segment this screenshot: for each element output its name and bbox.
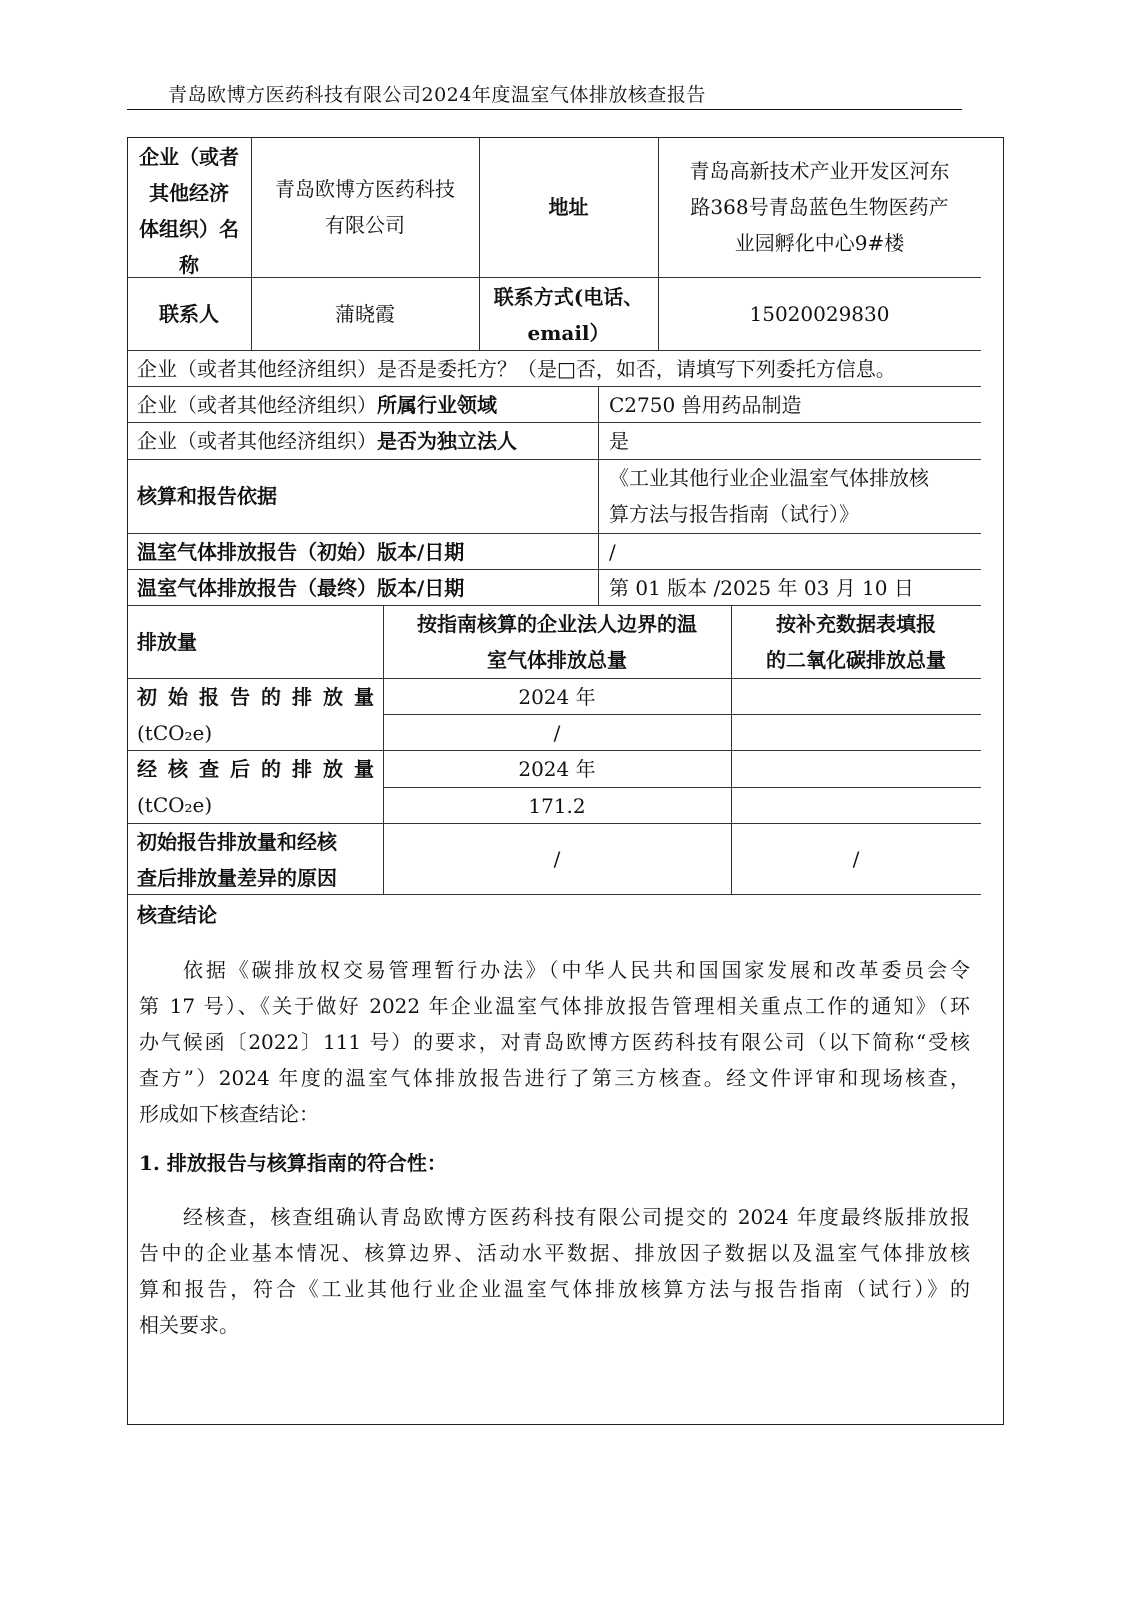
legal-person-value: 是	[609, 429, 629, 453]
page-header: 青岛欧博方医药科技有限公司2024年度温室气体排放核查报告	[168, 84, 706, 106]
initial-emissions-label: 初始报告的排放量 (tCO₂e)	[137, 685, 374, 745]
difference-reason-value-2: /	[852, 847, 860, 871]
name-label: 企业（或者 其他经济 体组织）名 称	[139, 145, 239, 277]
contact-method-label: 联系方式(电话、 email）	[493, 285, 644, 345]
contact-label: 联系人	[159, 302, 219, 326]
verified-emissions-year: 2024 年	[518, 757, 596, 781]
verified-emissions-label: 经核查后的排放量 (tCO₂e)	[137, 757, 374, 817]
initial-emissions-value: /	[553, 721, 561, 745]
table-rule	[127, 277, 981, 278]
difference-reason-label: 初始报告排放量和经核 查后排放量差异的原因	[137, 830, 337, 890]
emissions-col2-header: 按补充数据表填报 的二氧化碳排放总量	[766, 612, 946, 672]
section-1-title: 1. 排放报告与核算指南的符合性：	[139, 1151, 447, 1175]
contact-method-value: 15020029830	[749, 302, 890, 326]
name-value: 青岛欧博方医药科技 有限公司	[275, 177, 455, 237]
emissions-label: 排放量	[137, 630, 197, 654]
industry-value: C2750 兽用药品制造	[609, 393, 802, 417]
legal-person-label: 企业（或者其他经济组织）是否为独立法人	[137, 429, 517, 453]
initial-version-value: /	[609, 540, 616, 564]
conclusion-title: 核查结论	[137, 903, 217, 927]
initial-version-label: 温室气体排放报告（初始）版本/日期	[137, 540, 465, 564]
industry-label: 企业（或者其他经济组织）所属行业领域	[137, 393, 497, 417]
initial-emissions-year: 2024 年	[518, 685, 596, 709]
address-value: 青岛高新技术产业开发区河东 路368号青岛蓝色生物医药产 业园孵化中心9#楼	[689, 159, 950, 255]
emissions-col1-header: 按指南核算的企业法人边界的温 室气体排放总量	[417, 612, 697, 672]
basis-label: 核算和报告依据	[137, 484, 277, 508]
entrust-question: 企业（或者其他经济组织）是否是委托方？（是□否，如否，请填写下列委托方信息。	[137, 357, 896, 381]
table-rule	[598, 386, 599, 605]
verified-emissions-value: 171.2	[528, 794, 586, 818]
basis-value: 《工业其他行业企业温室气体排放核 算方法与报告指南（试行）》	[609, 466, 929, 526]
difference-reason-value-1: /	[553, 847, 561, 871]
contact-value: 蒲晓霞	[335, 302, 395, 326]
header-divider	[127, 109, 962, 110]
final-version-value: 第 01 版本 /2025 年 03 月 10 日	[609, 576, 914, 600]
address-label: 地址	[548, 195, 589, 219]
final-version-label: 温室气体排放报告（最终）版本/日期	[137, 576, 465, 600]
